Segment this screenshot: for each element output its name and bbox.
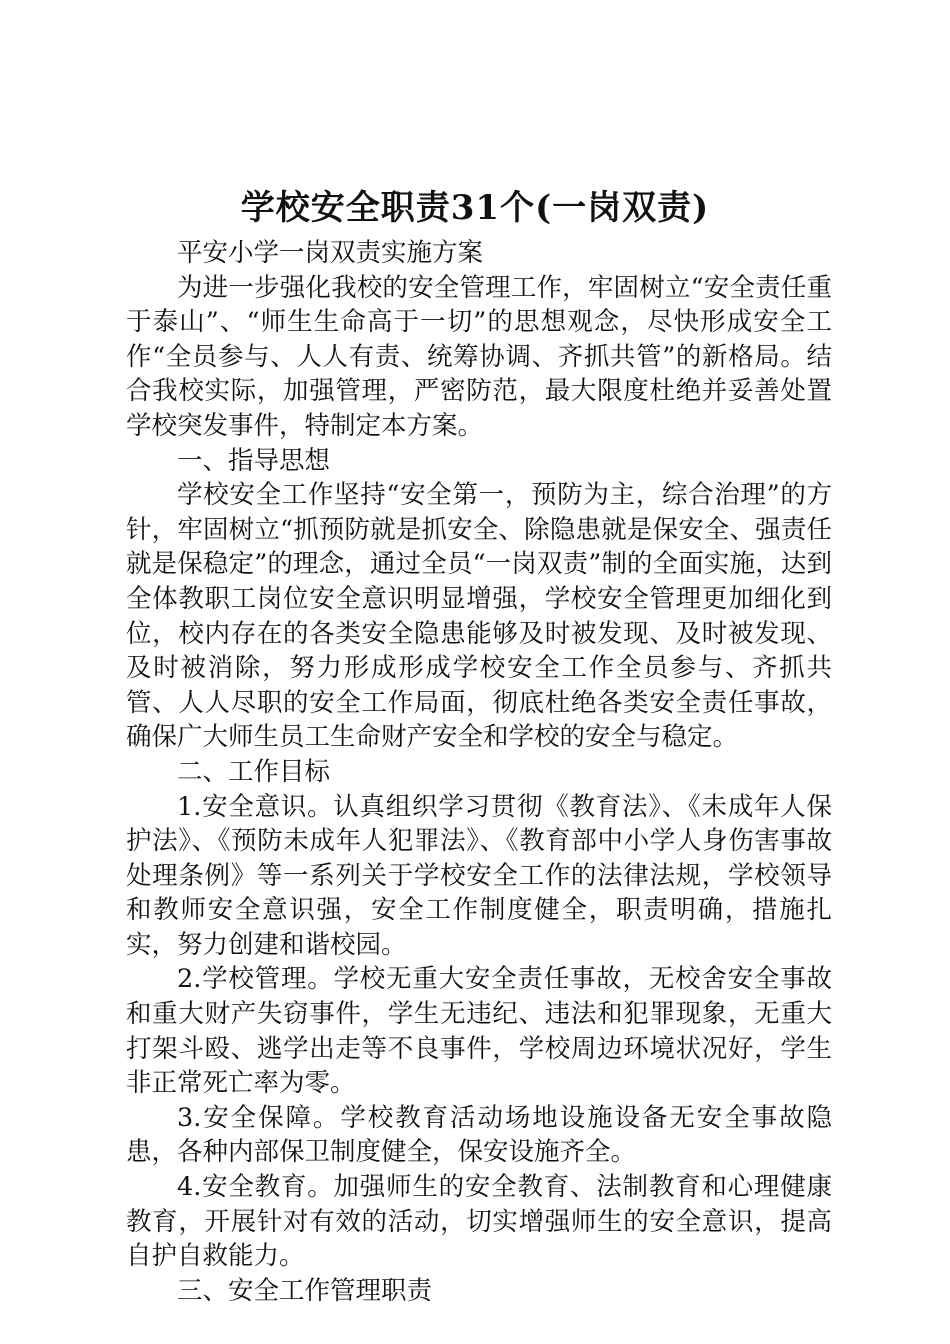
paragraph-guiding-thought: 学校安全工作坚持“安全第一，预防为主，综合治理”的方针，牢固树立“抓预防就是抓安全、除隐患就是保安全、强责任就是保稳定”的理念，通过全员“一岗双责”制的全面实施，达到全体教职工岗位安全意识明显增强，学校安全管理更加细化到位，校内存在的各类安全隐患能够及时被发现、及时被发现、及时被消除，努力形成形成学校安全工作全员参与、齐抓共管、人人尽职的安全工作局面，彻底杜绝各类安全责任事故，确保广大师生员工生命财产安全和学校的安全与稳定。 [126,480,832,753]
paragraph-goal-safety-education: 4.安全教育。加强师生的安全教育、法制教育和心理健康教育，开展针对有效的活动，切实增强师生的安全意识，提高自护自救能力。 [126,1172,832,1272]
section-heading-guiding-thought: 一、指导思想 [177,445,331,476]
paragraph-intro: 为进一步强化我校的安全管理工作，牢固树立“安全责任重于泰山”、“师生生命高于一切”的思想观念，尽快形成安全工作“全员参与、人人有责、统筹协调、齐抓共管”的新格局。结合我校实际，加强管理，严密防范，最大限度杜绝并妥善处置学校突发事件，特制定本方案。 [126,272,832,441]
document-title: 学校安全职责31个(一岗双责) [240,188,710,228]
section-heading-management-duties: 三、安全工作管理职责 [177,1275,433,1306]
section-heading-work-goals: 二、工作目标 [177,756,331,787]
paragraph-goal-safety-awareness: 1.安全意识。认真组织学习贯彻《教育法》、《未成年人保护法》、《预防未成年人犯罪法》、《教育部中小学人身伤害事故处理条例》等一系列关于学校安全工作的法律法规，学校领导和教师安全意识强，安全工作制度健全，职责明确，措施扎实，努力创建和谐校园。 [126,791,832,960]
paragraph-goal-safety-guarantee: 3.安全保障。学校教育活动场地设施设备无安全事故隐患，各种内部保卫制度健全，保安设施齐全。 [126,1102,832,1168]
paragraph-subtitle: 平安小学一岗双责实施方案 [177,238,484,268]
document-body [126,236,832,1308]
paragraph-goal-school-management: 2.学校管理。学校无重大安全责任事故，无校舍安全事故和重大财产失窃事件，学生无违纪、违法和犯罪现象，无重大打架斗殴、逃学出走等不良事件，学校周边环境状况好，学生非正常死亡率为零。 [126,964,832,1099]
